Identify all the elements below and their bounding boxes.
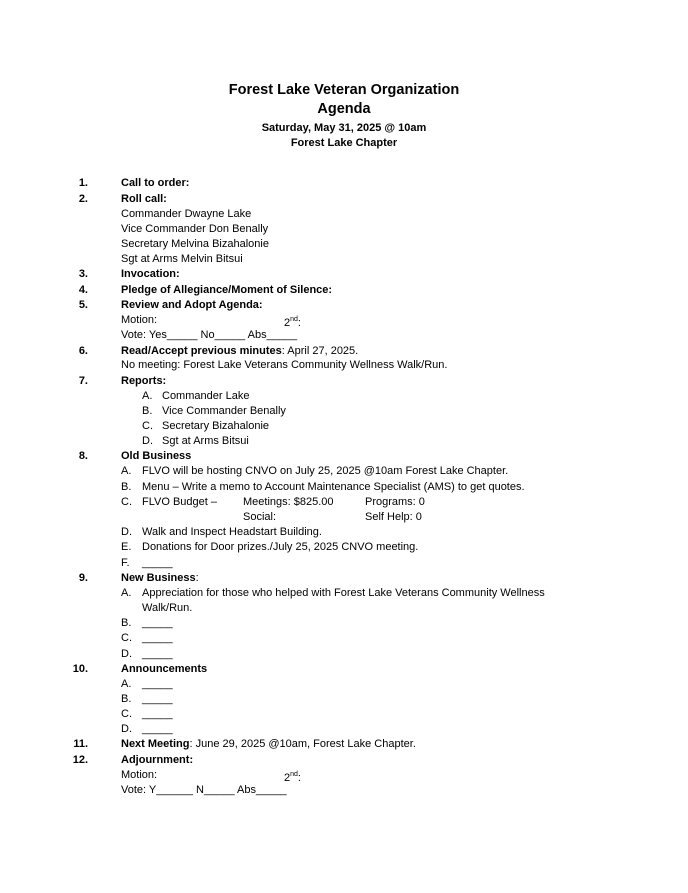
item-number: 9. [78, 572, 88, 584]
sub-letter: D. [121, 648, 132, 660]
item-title-new-business: New Business: [121, 572, 199, 584]
old-business-item: Walk and Inspect Headstart Building. [142, 526, 322, 538]
second-label: 2nd: [284, 316, 301, 329]
budget-social: Social: [243, 511, 277, 523]
item-number: 3. [78, 268, 88, 280]
blank-line: _____ [142, 693, 173, 705]
sub-letter: C. [121, 708, 132, 720]
new-business-item-continued: Walk/Run. [142, 602, 193, 614]
roll-call-line: Commander Dwayne Lake [121, 208, 252, 220]
item-number: 5. [78, 299, 88, 311]
sub-letter: B. [121, 617, 132, 629]
item-title-call-to-order: Call to order: [121, 177, 190, 189]
report-item: Commander Lake [162, 390, 250, 402]
report-item: Secretary Bizahalonie [162, 420, 270, 432]
sub-letter: C. [121, 632, 132, 644]
sub-letter: B. [121, 481, 132, 493]
item-title-previous-minutes: Read/Accept previous minutes: April 27, 2025. [121, 345, 359, 357]
old-business-item: Menu – Write a memo to Account Maintenance Specialist (AMS) to get quotes. [142, 481, 525, 493]
sub-letter: C. [142, 420, 153, 432]
item-title-roll-call: Roll call: [121, 193, 167, 205]
item-title-review-agenda: Review and Adopt Agenda: [121, 299, 263, 311]
budget-programs: Programs: 0 [365, 496, 425, 508]
item-number: 11. [73, 738, 88, 750]
sub-letter: A. [121, 678, 132, 690]
item-title-announcements: Announcements [121, 663, 208, 675]
old-business-item: FLVO will be hosting CNVO on July 25, 2025 @10am Forest Lake Chapter. [142, 465, 509, 477]
vote-line: Vote: Yes_____ No_____ Abs_____ [121, 329, 298, 341]
sub-letter: A. [142, 390, 153, 402]
blank-line: _____ [142, 648, 173, 660]
sub-letter: A. [121, 465, 132, 477]
item-number: 12. [72, 754, 88, 766]
minutes-note: No meeting: Forest Lake Veterans Community Wellness Walk/Run. [121, 359, 448, 371]
second-label: 2nd: [284, 771, 301, 784]
sub-letter: F. [121, 557, 130, 569]
budget-meetings: Meetings: $825.00 [243, 496, 334, 508]
blank-line: _____ [142, 723, 173, 735]
meeting-date: Saturday, May 31, 2025 @ 10am [261, 122, 427, 134]
blank-line: _____ [142, 708, 173, 720]
page-title: Agenda [317, 101, 371, 117]
roll-call-line: Vice Commander Don Benally [121, 223, 269, 235]
blank-line: _____ [142, 557, 173, 569]
roll-call-line: Sgt at Arms Melvin Bitsui [121, 253, 243, 265]
sub-letter: B. [142, 405, 153, 417]
blank-line: _____ [142, 617, 173, 629]
meeting-location: Forest Lake Chapter [290, 137, 398, 149]
motion-label: Motion: [121, 769, 158, 781]
sub-letter: A. [121, 587, 132, 599]
old-business-item: Donations for Door prizes./July 25, 2025 CNVO meeting. [142, 541, 419, 553]
old-business-item: FLVO Budget – [142, 496, 218, 508]
item-number: 4. [78, 284, 88, 296]
item-number: 8. [78, 450, 88, 462]
item-number: 10. [72, 663, 88, 675]
org-title: Forest Lake Veteran Organization [228, 82, 460, 98]
budget-self-help: Self Help: 0 [365, 511, 422, 523]
motion-label: Motion: [121, 314, 158, 326]
item-number: 7. [78, 375, 88, 387]
report-item: Vice Commander Benally [162, 405, 286, 417]
item-title-adjournment: Adjournment: [121, 754, 194, 766]
vote-line: Vote: Y______ N_____ Abs_____ [121, 784, 287, 796]
item-title-pledge: Pledge of Allegiance/Moment of Silence: [121, 284, 333, 296]
report-item: Sgt at Arms Bitsui [162, 435, 249, 447]
item-title-invocation: Invocation: [121, 268, 180, 280]
new-business-item: Appreciation for those who helped with Forest Lake Veterans Community Wellness [142, 587, 545, 599]
blank-line: _____ [142, 632, 173, 644]
item-number: 1. [78, 177, 88, 189]
sub-letter: E. [121, 541, 132, 553]
roll-call-line: Secretary Melvina Bizahalonie [121, 238, 269, 250]
sub-letter: C. [121, 496, 132, 508]
blank-line: _____ [142, 678, 173, 690]
item-title-old-business: Old Business [121, 450, 192, 462]
item-number: 6. [78, 345, 88, 357]
item-number: 2. [78, 193, 88, 205]
sub-letter: D. [142, 435, 153, 447]
sub-letter: D. [121, 526, 132, 538]
item-title-next-meeting: Next Meeting: June 29, 2025 @10am, Forest Lake Chapter. [121, 738, 416, 750]
sub-letter: D. [121, 723, 132, 735]
sub-letter: B. [121, 693, 132, 705]
item-title-reports: Reports: [121, 375, 167, 387]
